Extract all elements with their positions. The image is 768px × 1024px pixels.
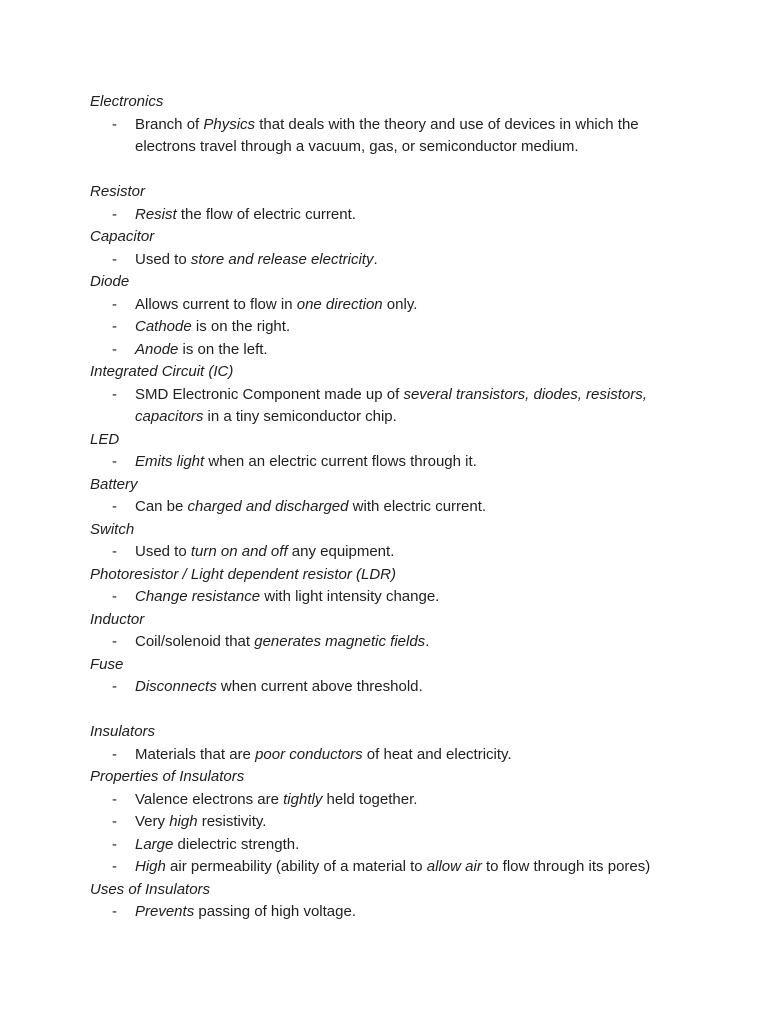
dash-bullet-icon: -	[112, 588, 117, 605]
body-text: that deals with the theory and use of devices in which the electrons travel through a vacuum, gas, or semiconductor medium.	[135, 115, 639, 155]
dash-bullet-icon: -	[112, 835, 117, 853]
dash-bullet-icon: -	[112, 790, 117, 808]
bullet-item	[90, 339, 690, 362]
emphasis-text: Anode	[135, 340, 179, 358]
emphasis-text: generates magnetic fields	[254, 633, 426, 650]
bullet-item	[90, 676, 690, 699]
bullet-item	[90, 294, 690, 317]
bullet-item	[90, 834, 690, 857]
emphasis-text: tightly	[283, 790, 323, 808]
body-text: is on the right.	[191, 318, 291, 335]
body-text: .	[373, 250, 378, 268]
dash-bullet-icon: -	[112, 903, 117, 920]
body-text: Coil/solenoid that	[135, 633, 255, 650]
emphasis-text: Disconnects	[135, 678, 217, 695]
body-text: air permeability (ability of a material to	[165, 858, 427, 875]
body-text: the flow of electric current.	[176, 205, 356, 223]
bullet-item	[90, 384, 690, 429]
body-text: Used to	[135, 543, 191, 560]
emphasis-text: charged and discharged	[187, 498, 349, 515]
document-body	[90, 91, 690, 924]
body-text: only.	[382, 295, 418, 313]
emphasis-text: poor conductors	[255, 745, 363, 763]
section-heading: LED	[90, 430, 120, 448]
section-heading: Insulators	[90, 723, 156, 740]
emphasis-text: Resist	[135, 205, 177, 223]
section-heading: Diode	[90, 273, 130, 290]
bullet-item	[90, 744, 690, 767]
dash-bullet-icon: -	[112, 543, 117, 560]
dash-bullet-icon: -	[112, 205, 117, 223]
dash-bullet-icon: -	[112, 115, 117, 133]
bullet-item	[90, 631, 690, 654]
body-text: to flow through its pores)	[481, 858, 651, 875]
body-text: with electric current.	[348, 498, 487, 515]
bullet-item	[90, 901, 690, 924]
dash-bullet-icon: -	[112, 453, 117, 470]
emphasis-text: Physics	[203, 115, 256, 133]
body-text: when current above threshold.	[216, 678, 423, 695]
bullet-item	[90, 789, 690, 812]
section-heading: Photoresistor / Light dependent resistor (LDR)	[90, 565, 396, 583]
dash-bullet-icon: -	[112, 858, 117, 875]
emphasis-text: several transistors, diodes, resistors, capacitors	[135, 385, 647, 425]
body-text: .	[425, 633, 430, 650]
body-text: any equipment.	[287, 543, 395, 560]
emphasis-text: one direction	[296, 295, 383, 313]
body-text: Very	[135, 813, 170, 830]
body-text: resistivity.	[197, 813, 267, 830]
bullet-item	[90, 316, 690, 339]
dash-bullet-icon: -	[112, 318, 117, 335]
emphasis-text: Prevents	[135, 903, 195, 920]
emphasis-text: high	[169, 813, 198, 830]
dash-bullet-icon: -	[112, 745, 117, 763]
dash-bullet-icon: -	[112, 813, 117, 830]
body-text: Branch of	[135, 115, 204, 133]
body-text: Can be	[135, 498, 188, 515]
emphasis-text: turn on and off	[190, 543, 288, 560]
body-text: Allows current to flow in	[135, 295, 297, 313]
section-heading: Electronics	[90, 93, 164, 110]
body-text: when an electric current flows through it.	[204, 453, 477, 470]
body-text: held together.	[322, 790, 418, 808]
dash-bullet-icon: -	[112, 498, 117, 515]
bullet-item	[90, 204, 690, 227]
body-text: SMD Electronic Component made up of	[135, 385, 404, 403]
body-text: Valence electrons are	[135, 790, 284, 808]
bullet-item	[90, 586, 690, 609]
body-text: Materials that are	[135, 745, 256, 763]
section-heading: Integrated Circuit (IC)	[90, 363, 234, 380]
section-heading: Properties of Insulators	[90, 768, 245, 785]
section-heading: Uses of Insulators	[90, 880, 211, 898]
body-text: Used to	[135, 250, 191, 268]
emphasis-text: Large	[135, 835, 174, 853]
section-heading: Capacitor	[90, 228, 155, 245]
emphasis-text: Cathode	[135, 318, 192, 335]
dash-bullet-icon: -	[112, 250, 117, 268]
emphasis-text: High	[135, 858, 166, 875]
body-text: of heat and electricity.	[362, 745, 512, 763]
emphasis-text: store and release electricity	[190, 250, 374, 268]
dash-bullet-icon: -	[112, 385, 117, 403]
section-heading: Fuse	[90, 655, 124, 673]
bullet-item	[90, 856, 690, 879]
dash-bullet-icon: -	[112, 633, 117, 650]
bullet-item	[90, 496, 690, 519]
dash-bullet-icon: -	[112, 340, 117, 358]
section-heading: Switch	[90, 520, 135, 538]
dash-bullet-icon: -	[112, 678, 117, 695]
section-heading: Inductor	[90, 610, 145, 628]
bullet-item	[90, 811, 690, 834]
section-heading: Resistor	[90, 183, 146, 200]
body-text: with light intensity change.	[260, 588, 440, 605]
body-text: passing of high voltage.	[194, 903, 356, 920]
dash-bullet-icon: -	[112, 295, 117, 313]
emphasis-text: allow air	[426, 858, 482, 875]
body-text: is on the left.	[178, 340, 268, 358]
body-text: in a tiny semiconductor chip.	[203, 408, 397, 425]
section-heading: Battery	[90, 475, 138, 493]
bullet-item	[90, 451, 690, 474]
emphasis-text: Change resistance	[135, 588, 261, 605]
bullet-item	[90, 114, 690, 159]
emphasis-text: Emits light	[135, 453, 205, 470]
body-text: dielectric strength.	[173, 835, 300, 853]
bullet-item	[90, 249, 690, 272]
bullet-item	[90, 541, 690, 564]
